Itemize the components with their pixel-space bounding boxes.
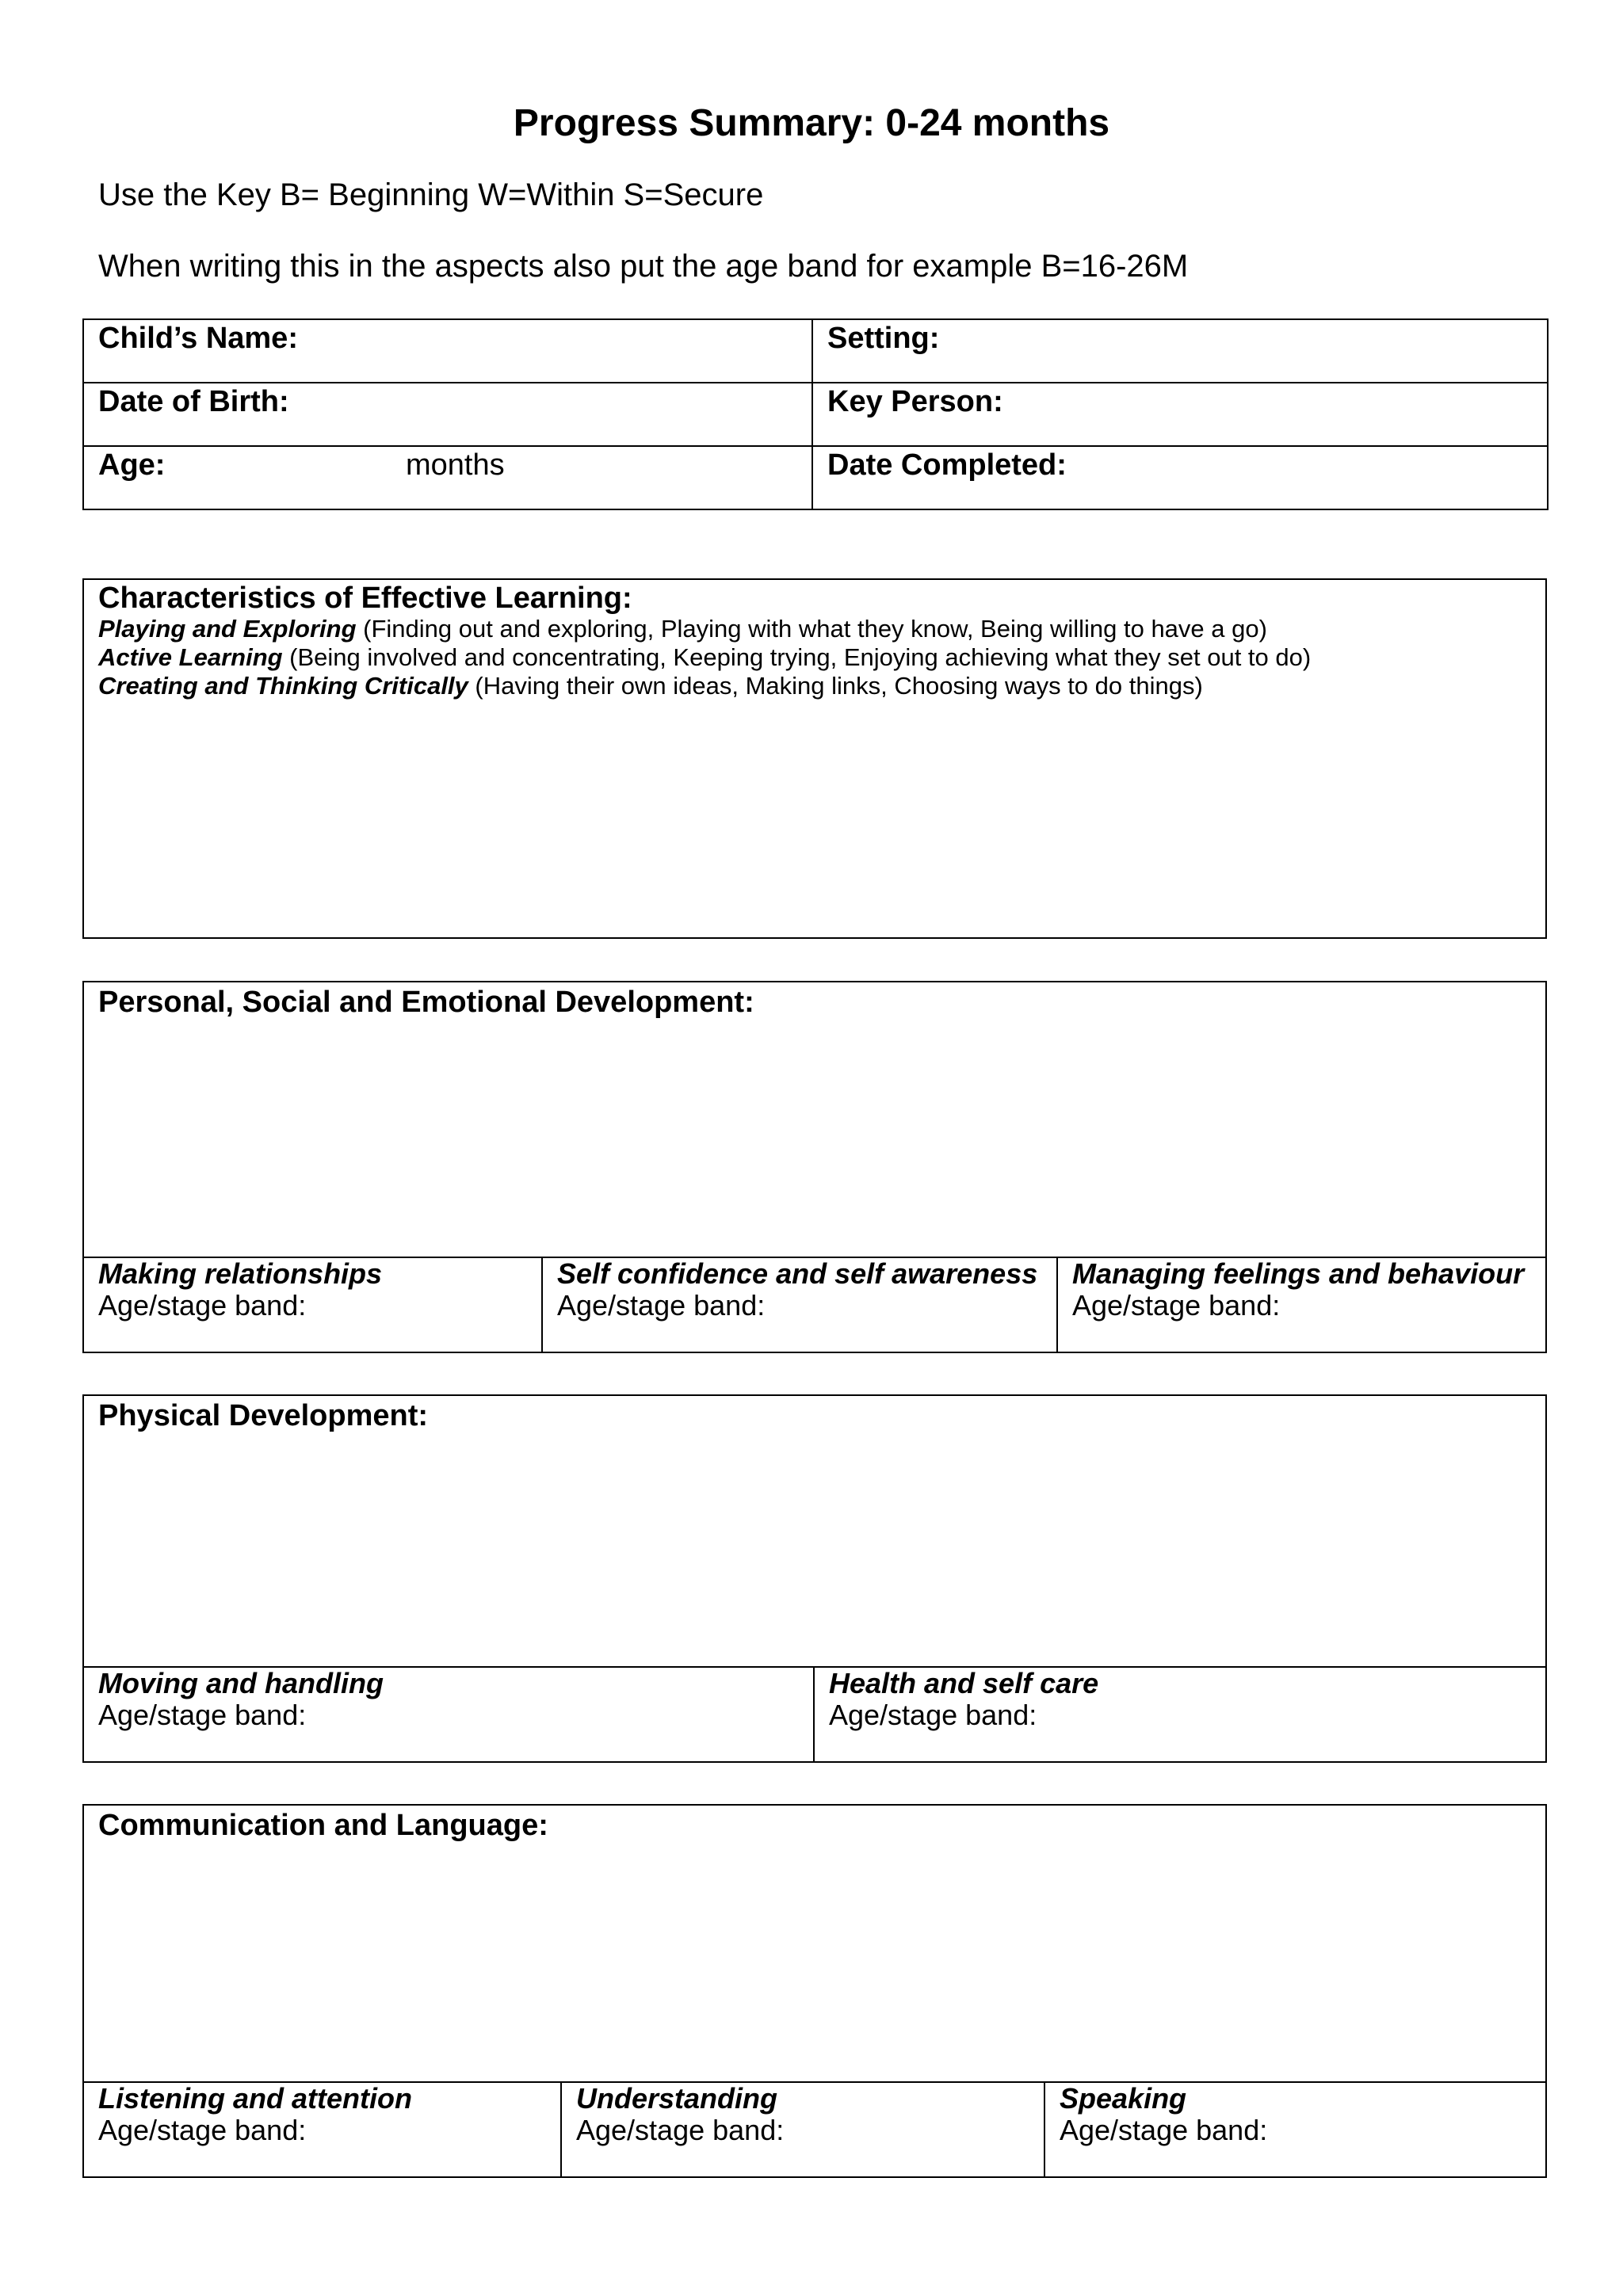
psed-section [82, 981, 1547, 1353]
aspect-name: Speaking [1060, 2082, 1187, 2115]
aspect-cell-understanding[interactable] [562, 2083, 1045, 2176]
child-name-label: Child’s Name: [98, 322, 298, 355]
dob-cell[interactable] [83, 383, 812, 446]
aspect-name: Managing feelings and behaviour [1072, 1257, 1525, 1290]
age-band-instruction: When writing this in the aspects also put the age band for example B=16-26M [98, 249, 1189, 284]
child-info-table [82, 318, 1549, 510]
key-person-cell[interactable] [812, 383, 1548, 446]
cel-item [84, 672, 1545, 700]
cel-desc: (Being involved and concentrating, Keeping trying, Enjoying achieving what they set out to do) [282, 643, 1312, 671]
age-label: Age: [98, 448, 166, 482]
psed-notes-area[interactable] [84, 982, 1545, 1258]
aspect-cell-moving-handling[interactable] [84, 1668, 815, 1761]
aspect-name: Health and self care [829, 1667, 1099, 1699]
pd-aspects-row [84, 1668, 1545, 1761]
psed-aspects-row [84, 1258, 1545, 1352]
date-completed-cell[interactable] [812, 446, 1548, 509]
date-completed-label: Date Completed: [827, 448, 1067, 482]
aspect-name: Making relationships [98, 1257, 383, 1290]
cel-desc: (Having their own ideas, Making links, Choosing ways to do things) [468, 672, 1203, 700]
aspect-cell-listening-attention[interactable] [84, 2083, 562, 2176]
age-cell[interactable] [83, 446, 812, 509]
cl-aspects-row [84, 2083, 1545, 2176]
key-person-label: Key Person: [827, 385, 1003, 418]
pd-section [82, 1394, 1547, 1763]
cel-strand: Creating and Thinking Critically [98, 672, 468, 700]
child-name-cell[interactable] [83, 319, 812, 383]
age-unit: months [406, 448, 505, 482]
cl-heading: Communication and Language: [98, 1809, 548, 1842]
aspect-cell-speaking[interactable] [1045, 2083, 1545, 2176]
aspect-cell-self-confidence[interactable] [543, 1258, 1058, 1352]
page-title: Progress Summary: 0-24 months [513, 102, 1110, 144]
key-instruction: Use the Key B= Beginning W=Within S=Secure [98, 177, 764, 212]
aspect-band-label: Age/stage band: [98, 2114, 307, 2146]
aspect-name: Listening and attention [98, 2082, 412, 2115]
cel-box[interactable] [82, 578, 1547, 939]
aspect-name: Self confidence and self awareness [557, 1257, 1038, 1290]
cel-strand: Playing and Exploring [98, 615, 357, 643]
aspect-cell-managing-feelings[interactable] [1058, 1258, 1545, 1352]
pd-notes-area[interactable] [84, 1396, 1545, 1668]
setting-label: Setting: [827, 322, 940, 355]
aspect-name: Moving and handling [98, 1667, 384, 1699]
cl-section [82, 1804, 1547, 2178]
aspect-band-label: Age/stage band: [1060, 2114, 1268, 2146]
cel-item [84, 615, 1545, 643]
aspect-cell-health-self-care[interactable] [815, 1668, 1545, 1761]
cl-notes-area[interactable] [84, 1806, 1545, 2083]
cel-item [84, 643, 1545, 672]
cel-heading: Characteristics of Effective Learning: [98, 582, 632, 615]
aspect-name: Understanding [576, 2082, 778, 2115]
cel-desc: (Finding out and exploring, Playing with what they know, Being willing to have a go) [356, 615, 1267, 643]
setting-cell[interactable] [812, 319, 1548, 383]
aspect-cell-making-relationships[interactable] [84, 1258, 543, 1352]
aspect-band-label: Age/stage band: [98, 1699, 307, 1731]
aspect-band-label: Age/stage band: [1072, 1289, 1281, 1322]
psed-heading: Personal, Social and Emotional Development: [98, 986, 754, 1019]
aspect-band-label: Age/stage band: [829, 1699, 1037, 1731]
pd-heading: Physical Development: [98, 1399, 429, 1432]
cel-strand: Active Learning [98, 643, 283, 671]
dob-label: Date of Birth: [98, 385, 289, 418]
aspect-band-label: Age/stage band: [98, 1289, 307, 1322]
aspect-band-label: Age/stage band: [576, 2114, 785, 2146]
aspect-band-label: Age/stage band: [557, 1289, 766, 1322]
